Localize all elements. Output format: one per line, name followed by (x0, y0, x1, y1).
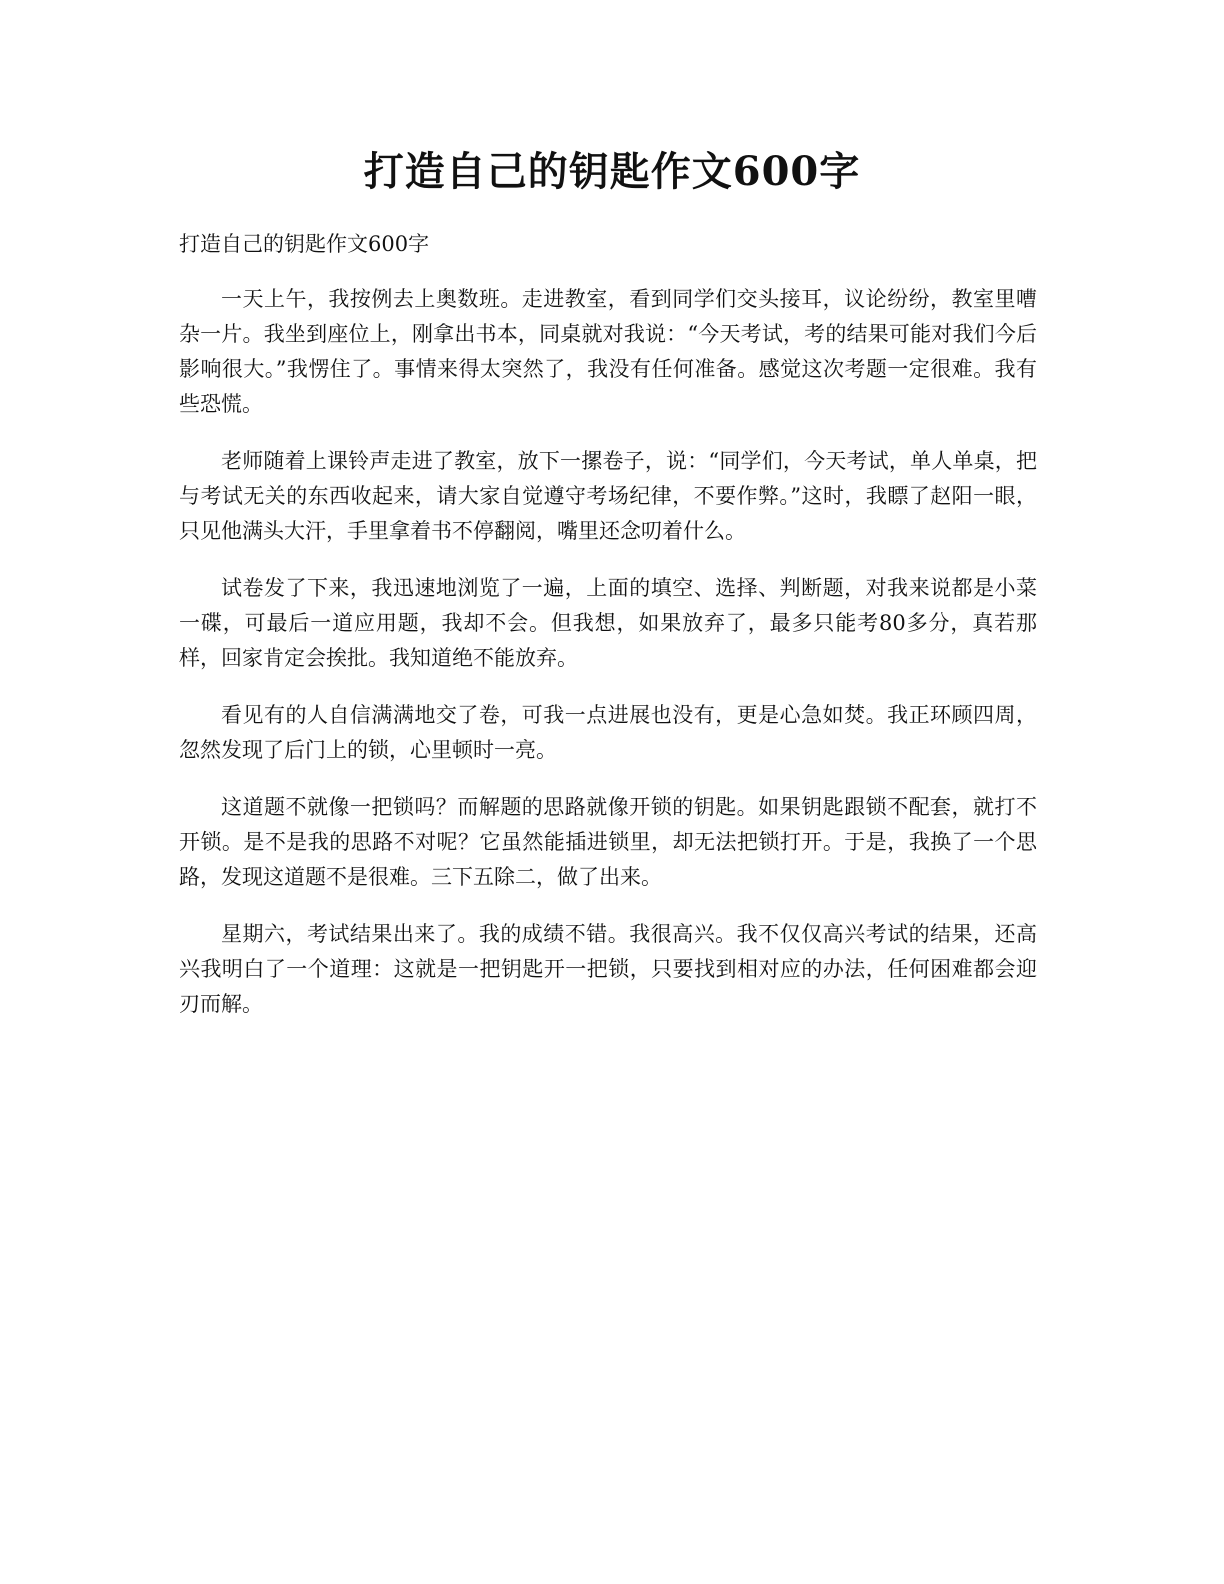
page-title: 打造自己的钥匙作文600字 (363, 148, 861, 195)
document-subtitle: 打造自己的钥匙作文600字 (179, 232, 430, 256)
document-body (179, 228, 1037, 1044)
paragraph-2: 老师随着上课铃声走进了教室，放下一摞卷子，说：“同学们，今天考试，单人单桌，把与考试无关的东西收起来，请大家自觉遵守考场纪律，不要作弊。”这时，我瞟了赵阳一眼，只见他满头大汗，手里拿着书不停翻阅，嘴里还念叨着什么。 (179, 449, 1037, 543)
paragraph-3: 试卷发了下来，我迅速地浏览了一遍，上面的填空、选择、判断题，对我来说都是小菜一碟，可最后一道应用题，我却不会。但我想，如果放弃了，最多只能考80多分，真若那样，回家肯定会挨批。我知道绝不能放弃。 (179, 576, 1037, 670)
paragraph-4: 看见有的人自信满满地交了卷，可我一点进展也没有，更是心急如焚。我正环顾四周，忽然发现了后门上的锁，心里顿时一亮。 (179, 703, 1037, 762)
paragraph-1: 一天上午，我按例去上奥数班。走进教室，看到同学们交头接耳，议论纷纷，教室里嘈杂一片。我坐到座位上，刚拿出书本，同桌就对我说：“今天考试，考的结果可能对我们今后影响很大。”我愣住了。事情来得太突然了，我没有任何准备。感觉这次考题一定很难。我有些恐慌。 (179, 287, 1037, 416)
paragraph-5: 这道题不就像一把锁吗？而解题的思路就像开锁的钥匙。如果钥匙跟锁不配套，就打不开锁。是不是我的思路不对呢？它虽然能插进锁里，却无法把锁打开。于是，我换了一个思路，发现这道题不是很难。三下五除二，做了出来。 (179, 795, 1037, 889)
paragraph-6: 星期六，考试结果出来了。我的成绩不错。我很高兴。我不仅仅高兴考试的结果，还高兴我明白了一个道理：这就是一把钥匙开一把锁，只要找到相对应的办法，任何困难都会迎刃而解。 (179, 922, 1037, 1016)
